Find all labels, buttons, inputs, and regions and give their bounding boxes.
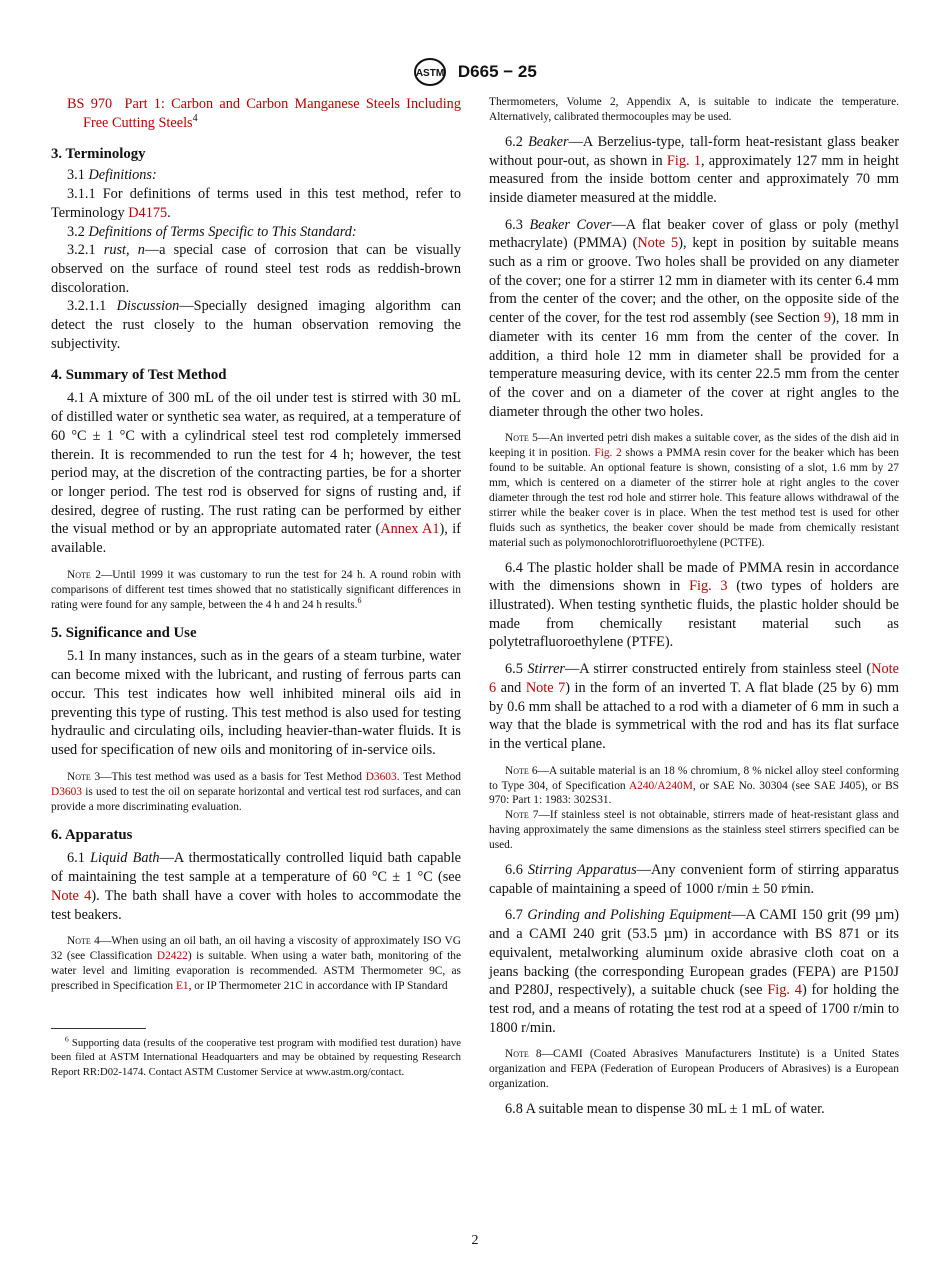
reference-code[interactable]: BS 970: [67, 96, 113, 112]
left-column: [51, 95, 461, 1079]
footnote-rule: [51, 1028, 146, 1029]
link-annex-a1[interactable]: Annex A1: [380, 521, 440, 538]
para-6-1: 6.1 Liquid Bath—A thermostatically controlled liquid bath capable of maintaining the test sample at a temperature of 60 °C ± 1 °C (see Note 4). The bath shall have a cover with holes to accommodate the test beakers.: [51, 850, 462, 923]
reference-title[interactable]: Part 1: Carbon and Carbon Manganese Steels Including Free Cutting Steels: [83, 96, 461, 131]
footnote-ref: 4: [192, 112, 198, 124]
link-d3603-2[interactable]: D3603: [51, 785, 83, 798]
section-4-heading: 4. Summary of Test Method: [51, 367, 227, 384]
link-d4175[interactable]: D4175: [128, 204, 168, 221]
note-4: Note 4—When using an oil bath, an oil having a viscosity of approximately ISO VG 32 (see Classification D2422) is suitable. When using a water bath, monitoring of the water level and limiting evaporation is recommended. ASTM Thermometer 9C, as prescribed in Specification E1, or IP Thermometer 21C in accordance with IP Standard: [51, 935, 461, 992]
para-3-2: 3.2 Definitions of Terms Specific to This Standard:: [67, 223, 357, 240]
section-5-heading: 5. Significance and Use: [51, 625, 197, 642]
standard-designation: D665 − 25: [457, 62, 537, 81]
para-6-6: 6.6 Stirring Apparatus—Any convenient form of stirring apparatus capable of maintaining a speed of 1000 r/min ± 50 r⁄min.: [489, 862, 899, 897]
note-8: Note 8—CAMI (Coated Abrasives Manufacturers Institute) is a United States organization and FEPA (Federation of European Producers of Abrasives) is a European organization.: [489, 1048, 899, 1091]
page-number: 2: [471, 1233, 479, 1248]
section-3-heading: 3. Terminology: [51, 146, 146, 163]
para-6-7: 6.7 Grinding and Polishing Equipment—A CAMI 150 grit (99 µm) and a CAMI 240 grit (53.5 µm) in accordance with BS 871 or its equivalent, metalworking aluminum oxide abrasive cloth coat on a jeans backing (the corresponding European grades (FEPA) are P150J and P280J, respectively), a suitable chuck (see Fig. 4) for holding the test rod, and a means of rotating the test rod at a speed of 1700 r/min to 1800 r/min.: [489, 907, 900, 1036]
para-6-2: 6.2 Beaker—A Berzelius-type, tall-form heat-resistant glass beaker without pour-out, as shown in Fig. 1, approximately 127 mm in height measured from the inside bottom center and approximately 70 mm inside diameter measured at the middle.: [489, 133, 899, 206]
footnote-area: [51, 1028, 461, 1079]
para-3-2-1: 3.2.1 rust, n—a special case of corrosion that can be visually observed on the surface of round steel test rods as reddish-brown discoloration.: [51, 242, 461, 296]
note-7: Note 7—If stainless steel is not obtainable, stirrers made of heat-resistant glass and having approximately the same dimensions as the stainless steel stirrers specified can be used.: [489, 809, 899, 852]
para-6-5: 6.5 Stirrer—A stirrer constructed entirely from stainless steel (Note 6 and Note 7) in the form of an inverted T. A flat blade (25 by 6) mm by 0.6 mm shall be attached to a rod with a diameter of 6 mm in such a way that the blade is symmetrical with the rod and has its flat surface in the vertical plane.: [489, 661, 899, 752]
para-3-1-1: 3.1.1 For definitions of terms used in this test method, refer to Terminology D4175.: [51, 186, 461, 221]
para-5-1: 5.1 In many instances, such as in the gears of a steam turbine, water can become mixed with the lubricant, and rusting of ferrous parts can occur. This test indicates how well inhibited mineral oils aid in preventing this type of rusting. This test method is also used for testing hydraulic and circulating oils, including heavier-than-water fluids. It is used for specification of new oils and monitoring of in-service oils.: [51, 648, 461, 758]
para-3-2-1-1: 3.2.1.1 Discussion—Specially designed imaging algorithm can detect the rust closely to the human observation removing the subjectivity.: [51, 298, 461, 352]
svg-text:ASTM: ASTM: [415, 68, 445, 79]
link-a240[interactable]: A240/A240M: [628, 779, 693, 792]
link-note-7[interactable]: Note 7: [525, 679, 566, 696]
link-e1[interactable]: E1: [175, 979, 189, 992]
right-column: [489, 95, 899, 1119]
link-fig-2[interactable]: Fig. 2: [594, 447, 622, 460]
link-note-6[interactable]: Note 6: [489, 661, 899, 696]
astm-logo-icon: [413, 57, 447, 87]
link-fig-3[interactable]: Fig. 3: [689, 578, 728, 595]
link-d2422[interactable]: D2422: [156, 950, 188, 963]
para-3-1: 3.1 Definitions:: [67, 167, 157, 184]
link-d3603[interactable]: D3603: [365, 770, 397, 783]
link-note-4[interactable]: Note 4: [51, 887, 92, 904]
note-2: Note 2—Until 1999 it was customary to run the test for 24 h. A round robin with comparisons of different test times showed that no statistically significant differences in rating were found for any sample, between the 4 h and 24 h results.$^6$: [51, 568, 461, 611]
para-6-3: 6.3 Beaker Cover—A flat beaker cover of glass or poly (methyl methacrylate) (PMMA) (Note 5), kept in position by suitable means such as a rim or groove. Two holes shall be provided on any diameter of the cover; one for a stirrer 12 mm in diameter with its center 6.4 mm from the center of the cover; and the other, on the opposite side of the center of the cover, for the test rod assembly (see Section 9), 18 mm in diameter with its center 16 mm from the center of the cover. In addition, a third hole 12 mm in diameter shall be provided for a temperature measuring device, with its center 22.5 mm from the center of the cover and on a diameter of the cover at right angles to the diameter through the other two holes.: [489, 216, 899, 420]
note-3: Note 3—This test method was used as a basis for Test Method D3603. Test Method D3603 is used to test the oil on separate horizontal and vertical test rod surfaces, and can provide a more discriminating evaluation.: [51, 770, 461, 813]
page-header: [0, 57, 950, 87]
note-5: Note 5—An inverted petri dish makes a suitable cover, as the sides of the dish aid in keeping it in position. Fig. 2 shows a PMMA resin cover for the beaker which has been found to be suitable. An optional feature is shown, consisting of a slot, 1.6 mm by 27 mm, which is centered on a diameter of the stirrer hole at right angles to the cover diameter through the test rod hole and stirrer hole. This feature allows withdrawal of the stirrer while the beaker cover is in place. When the test method test is used for other fluids such as synthetics, the beaker cover should be made from chemically resistant material such as polymonochlorotrifluoroethylene (PCTFE).: [489, 432, 899, 549]
reference-bs970: [51, 95, 461, 132]
link-section-9[interactable]: 9: [823, 310, 832, 327]
footnote-6: $^6$ Supporting data (results of the cooperative test program with modified test duration) have been filed at ASTM International Headquarters and may be obtained by requesting Research Report RR:D02-1474. Contact ASTM Customer Service at www.astm.org/contact.: [51, 1034, 461, 1078]
link-note-5[interactable]: Note 5: [637, 235, 679, 252]
note-4-continued: Thermometers, Volume 2, Appendix A, is suitable to indicate the temperature. Alternatively, calibrated thermocouples may be used.: [489, 96, 899, 123]
para-6-8: 6.8 A suitable mean to dispense 30 mL ± 1 mL of water.: [505, 1101, 825, 1118]
para-4-1: 4.1 A mixture of 300 mL of the oil under test is stirred with 30 mL of distilled water or synthetic sea water, as required, at a temperature of 60 °C ± 1 °C with a cylindrical steel test rod completely immersed therein. It is recommended to run the test for 4 h; however, the test period may, at the discretion of the contracting parties, be for a shorter or longer period. The test rod is observed for signs of rusting and, if desired, degree of rusting. The rust rating can be performed by either the visual method or by an appropriate automated rater (Annex A1), if available.: [51, 390, 461, 557]
section-6-heading: 6. Apparatus: [51, 827, 133, 844]
para-6-4: 6.4 The plastic holder shall be made of PMMA resin in accordance with the dimensions shown in Fig. 3 (two types of holders are illustrated). When testing synthetic fluids, the plastic holder should be made from chemically resistant material such as polytetrafluoroethylene (PTFE).: [489, 559, 899, 651]
link-fig-1[interactable]: Fig. 1: [666, 152, 701, 169]
link-fig-4[interactable]: Fig. 4: [767, 982, 802, 999]
note-6: Note 6—A suitable material is an 18 % chromium, 8 % nickel alloy steel conforming to Type 304, of Specification A240/A240M, or SAE No. 30304 (see SAE J405), or BS 970: Part 1: 1983: 302S31.: [489, 764, 899, 807]
